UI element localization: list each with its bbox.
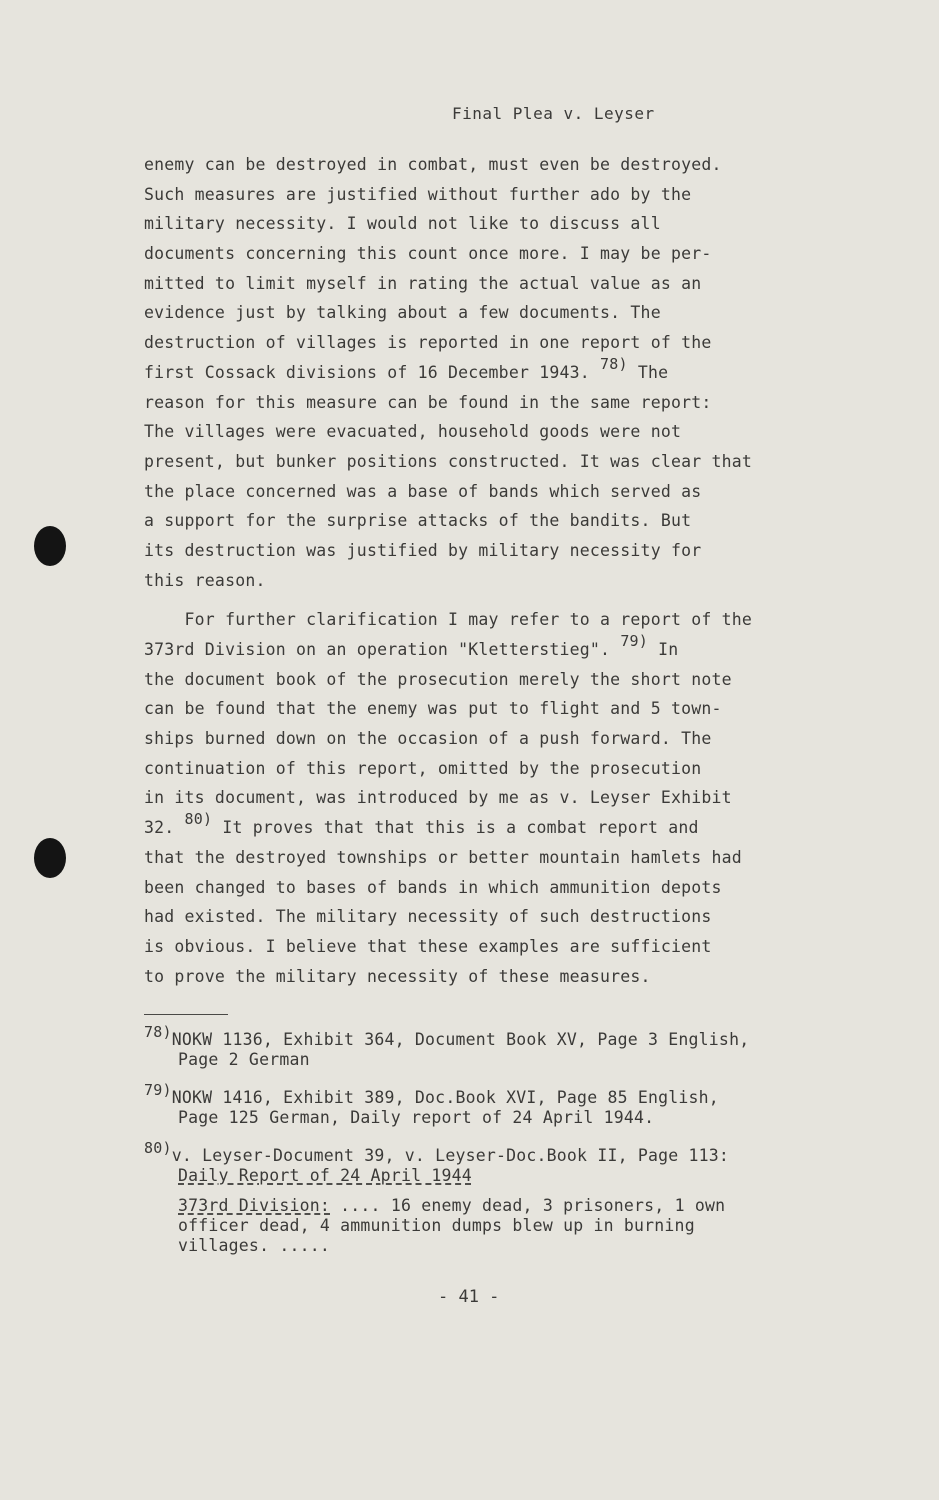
text-line: that the destroyed townships or better mountain hamlets had <box>144 847 742 867</box>
text-line: the place concerned was a base of bands which served as <box>144 481 702 501</box>
text-line-with-footnote <box>144 632 864 665</box>
text-line: evidence just by talking about a few documents. The <box>144 303 661 323</box>
text-line: reason for this measure can be found in the same report: <box>144 392 712 412</box>
page-number: - 41 - <box>438 1287 500 1307</box>
text-line: Such measures are justified without further ado by the <box>144 184 692 204</box>
footnote-ref-80: 80) <box>184 810 213 829</box>
footnote-text: Page 125 German, Daily report of 24 April 1944. <box>178 1108 655 1127</box>
text-line: present, but bunker positions constructed. It was clear that <box>144 451 753 471</box>
text-line: in its document, was introduced by me as v. Leyser Exhibit <box>144 788 732 808</box>
page-header: Final Plea v. Leyser <box>452 104 655 123</box>
text-line: this reason. <box>144 570 266 590</box>
footnote-mark: 80) <box>144 1139 172 1157</box>
footnote-80 <box>144 1139 864 1256</box>
footnote-ref-79: 79) <box>620 632 649 650</box>
footnote-text: officer dead, 4 ammunition dumps blew up in burning <box>178 1216 695 1235</box>
footnote-ref-78: 78) <box>600 354 628 373</box>
footnote-text: .... 16 enemy dead, 3 prisoners, 1 own <box>330 1196 726 1215</box>
text-fragment: first Cossack divisions of 16 December 1943. <box>144 362 590 382</box>
text-fragment: In <box>658 640 679 659</box>
footnote-text: villages. ..... <box>178 1236 331 1255</box>
text-fragment: 373rd Division on an operation "Kletterstieg". <box>144 640 611 659</box>
text-line: the document book of the prosecution merely the short note <box>144 669 732 689</box>
punch-hole <box>34 838 66 878</box>
text-line-with-footnote <box>144 810 864 843</box>
footnote-78 <box>144 1023 864 1070</box>
footnote-text: Page 2 German <box>178 1050 310 1069</box>
text-line: continuation of this report, omitted by the prosecution <box>144 758 702 778</box>
footnote-text: 373rd Division: <box>178 1196 331 1215</box>
text-line: enemy can be destroyed in combat, must even be destroyed. <box>144 155 722 174</box>
punch-hole <box>34 526 66 566</box>
footnote-text: Daily Report of 24 April 1944 <box>178 1166 472 1185</box>
footnote-text: NOKW 1416, Exhibit 389, Doc.Book XVI, Page 85 English, <box>171 1088 719 1107</box>
text-fragment: It proves that that this is a combat report and <box>222 818 699 838</box>
text-fragment: 32. <box>144 818 175 838</box>
footnote-divider <box>144 1014 228 1015</box>
text-line: had existed. The military necessity of such destructions <box>144 907 712 927</box>
footnote-79 <box>144 1081 864 1128</box>
body-text <box>144 150 864 991</box>
text-line: can be found that the enemy was put to flight and 5 town- <box>144 699 722 719</box>
text-line: military necessity. I would not like to discuss all <box>144 214 661 234</box>
text-fragment: The <box>637 362 669 382</box>
text-line: its destruction was justified by military necessity for <box>144 540 702 560</box>
footnote-text: v. Leyser-Document 39, v. Leyser-Doc.Book II, Page 113: <box>171 1146 730 1165</box>
footnote-mark: 78) <box>144 1023 172 1041</box>
text-line: a support for the surprise attacks of the bandits. But <box>144 511 692 531</box>
text-line-with-footnote <box>144 354 864 388</box>
text-line: to prove the military necessity of these measures. <box>144 966 651 986</box>
footnotes <box>144 1023 864 1274</box>
footnote-text: NOKW 1136, Exhibit 364, Document Book XV, Page 3 English, <box>171 1030 750 1049</box>
text-line: destruction of villages is reported in one report of the <box>144 333 712 353</box>
text-line: mitted to limit myself in rating the actual value as an <box>144 273 702 293</box>
footnote-mark: 79) <box>144 1081 172 1099</box>
text-line: The villages were evacuated, household goods were not <box>144 422 682 442</box>
text-line: For further clarification I may refer to a report of the <box>144 610 753 630</box>
text-line: been changed to bases of bands in which ammunition depots <box>144 877 722 897</box>
text-line: documents concerning this count once more. I may be per- <box>144 244 712 264</box>
text-line: ships burned down on the occasion of a push forward. The <box>144 729 712 749</box>
text-line: is obvious. I believe that these examples are sufficient <box>144 936 712 956</box>
